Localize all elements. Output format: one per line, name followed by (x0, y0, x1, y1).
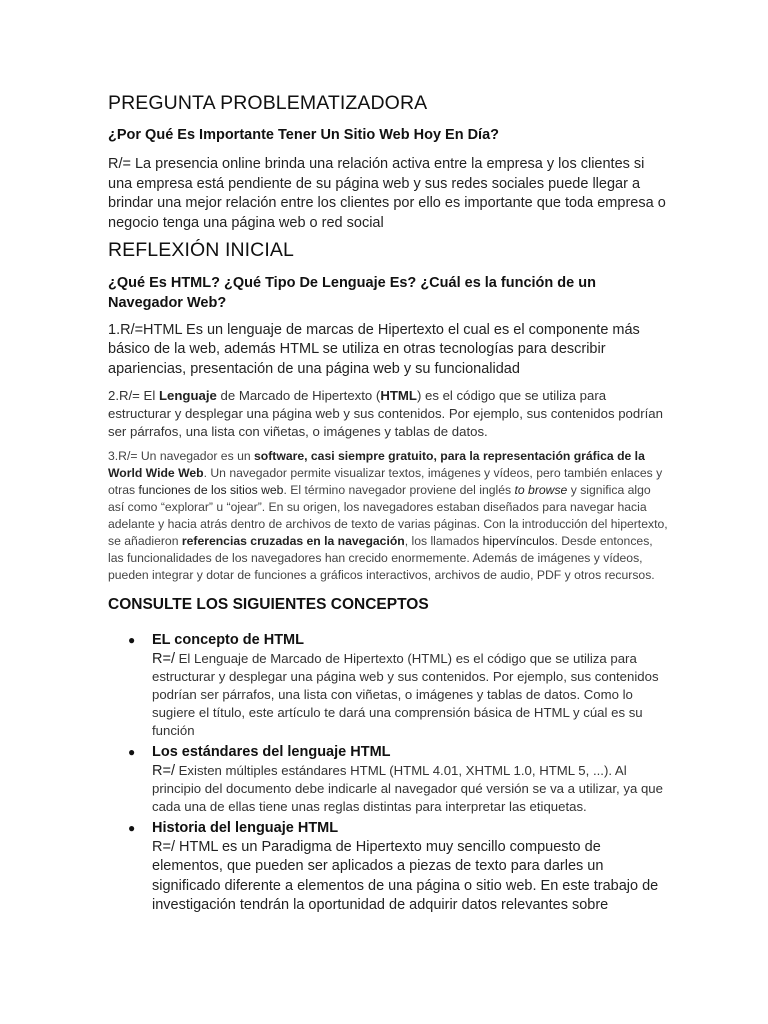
question-sitio-web: ¿Por Qué Es Importante Tener Un Sitio Web Hoy En Día? (108, 127, 500, 144)
bullet-icon: ● (128, 632, 136, 647)
list-item (108, 742, 668, 816)
answer-navegador-emph: funciones de los sitios web (138, 483, 284, 498)
answer-html-1: 1.R/=HTML Es un lenguaje de marcas de Hipertexto el cual es el componente más básico de la web, además HTML se utiliza en otras tecnologías para describir apariencias, presentación de una página web y su funcionalidad (108, 321, 640, 377)
answer-navegador-part: . El término navegador proviene del inglés (283, 483, 515, 498)
concept-answer-text: Existen múltiples estándares HTML (HTML 4.01, XHTML 1.0, HTML 5, ...). Al principio del documento debe indicarle al navegador qué versión se va a utilizar, ya que cada una de ellas tiene unas reglas distintas para interpretar las etiquetas. (152, 762, 663, 814)
concept-heading: Los estándares del lenguaje HTML (152, 743, 391, 760)
section-title-conceptos: CONSULTE LOS SIGUIENTES CONCEPTOS (108, 596, 429, 614)
answer-html-2 (108, 387, 668, 441)
answer-navegador-part: 3.R/= Un navegador es un (108, 449, 255, 464)
section-title-reflexion: REFLEXIÓN INICIAL (108, 239, 294, 262)
list-item (108, 630, 668, 740)
concept-heading: Historia del lenguaje HTML (152, 819, 339, 836)
question-html: ¿Qué Es HTML? ¿Qué Tipo De Lenguaje Es? ¿Cuál es la función de un Navegador Web? (108, 274, 596, 311)
answer-navegador-bold: referencias cruzadas en la navegación (181, 534, 405, 549)
answer-html-2-part: 2.R/= El (108, 388, 159, 404)
concept-body (152, 838, 668, 916)
answer-navegador-part: y significa algo así como “explorar” u “ojear”. En su origen, los navegadores estaban diseñados para navegar hacia adelante y hacia atrás dentro de archivos de texto de varias páginas. Con la introducción del hipertexto, se añadieron (108, 483, 668, 549)
answer-navegador-emph: hipervínculos (482, 534, 555, 549)
answer-navegador-italic: to browse (514, 483, 568, 498)
answer-navegador-part: , los llamados (404, 534, 483, 549)
concept-answer-lead: R=/ (152, 838, 175, 855)
answer-html-2-part: de Marcado de Hipertexto ( (216, 388, 381, 404)
concept-answer-text: El Lenguaje de Marcado de Hipertexto (HTML) es el código que se utiliza para estructurar y desplegar una página web y sus contenidos. Por ejemplo, sus contenidos podrían ser párrafos, una lista con viñetas, o imágenes y tablas de datos. Como lo sugiere el título, este artículo te dará una comprensión básica de HTML y cúal es su función (152, 650, 659, 738)
concept-body (152, 650, 668, 740)
concept-answer-text: HTML es un Paradigma de Hipertexto muy sencillo compuesto de elementos, que pueden ser aplicados a piezas de texto para darles un significado diferente a elementos de una página o sitio web. En este trabajo de investigación tendrán la oportunidad de adquirir datos relevantes sobre (152, 838, 659, 914)
bullet-icon: ● (128, 820, 136, 835)
concept-body (152, 762, 668, 816)
answer-navegador (108, 448, 668, 584)
section-title-pregunta: PREGUNTA PROBLEMATIZADORA (108, 92, 428, 114)
answer-html-2-bold: Lenguaje (158, 388, 217, 404)
answer-navegador-part: . Un navegador permite visualizar textos, imágenes y vídeos, pero también enlaces y otras (108, 466, 663, 498)
concept-answer-lead: R=/ (152, 650, 175, 667)
answer-sitio-web: R/= La presencia online brinda una relación activa entre la empresa y los clientes si una empresa está pendiente de su página web y sus redes sociales puede llegar a brindar una mejor relación entre los clientes por ello es importante que toda empresa o negocio tenga una página web o red social (108, 156, 666, 231)
answer-html-2-part: ) es el código que se utiliza para estructurar y desplegar una página web y sus contenidos. Por ejemplo, sus contenidos podrían ser párrafos, una lista con viñetas, o imágenes y tablas de datos. (108, 388, 663, 440)
bullet-icon: ● (128, 744, 136, 759)
concept-heading: EL concepto de HTML (152, 631, 304, 648)
document-content (108, 88, 668, 916)
concept-answer-lead: R=/ (152, 762, 175, 779)
answer-navegador-bold: software, casi siempre gratuito, para la representación gráfica de la World Wide Web (108, 449, 645, 481)
concepts-list (108, 630, 668, 916)
answer-navegador-part: . Desde entonces, las funcionalidades de los navegadores han crecido enormemente. Además de imágenes y vídeos, pueden integrar y dotar de funciones a gráficos interactivos, archivos de audio, PDF y otros recursos. (108, 534, 655, 583)
list-item (108, 818, 668, 916)
answer-html-2-bold: HTML (380, 388, 417, 404)
